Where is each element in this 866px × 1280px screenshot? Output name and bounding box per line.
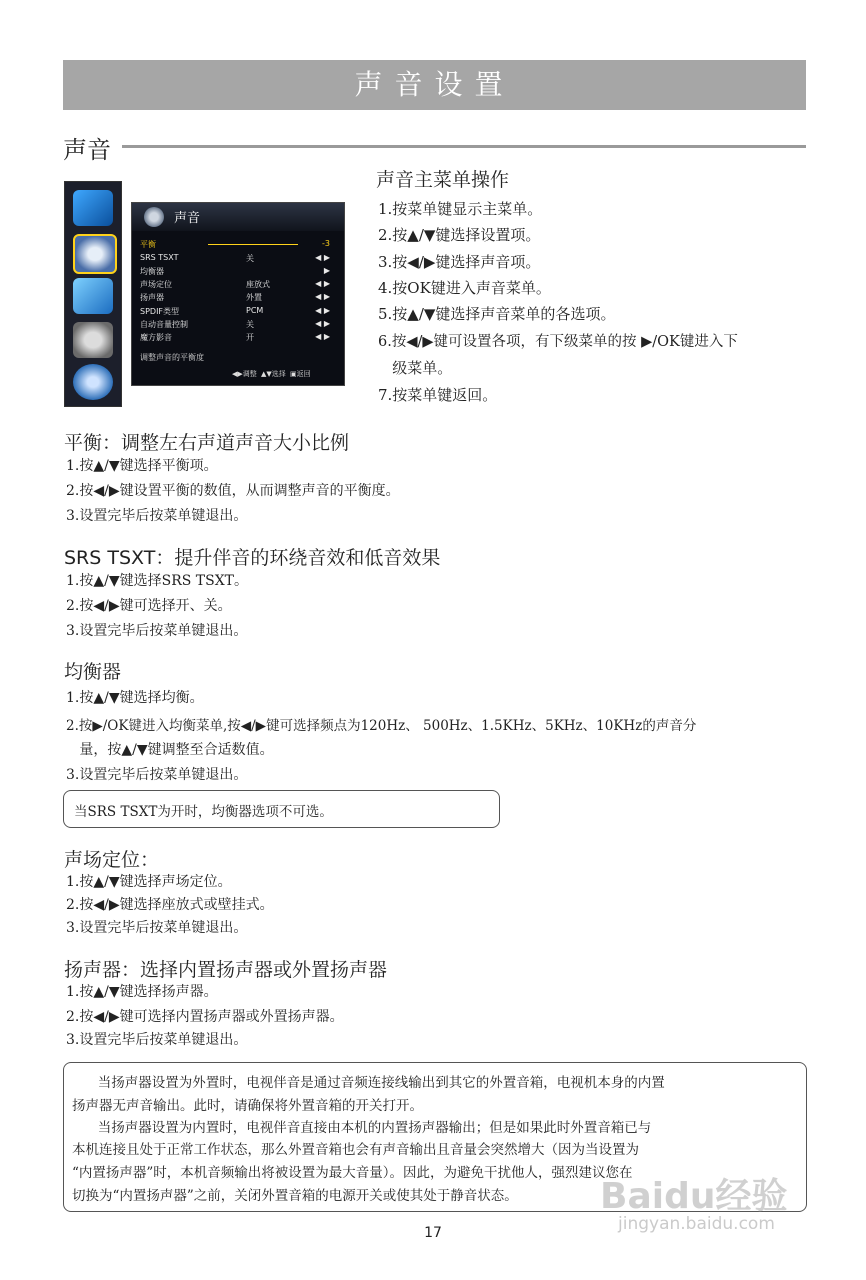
page-title-bar	[63, 60, 806, 110]
tv-menu-row: 魔方影音 开 ◀ ▶	[140, 332, 330, 342]
globe-icon	[73, 364, 113, 400]
equalizer-step: 2.按▶/OK键进入均衡菜单,按◀/▶键可选择频点为120Hz、 500Hz、1.5KHz、5KHz、10KHz的声音分	[66, 718, 697, 734]
soundfield-heading: 声场定位：	[64, 849, 160, 871]
tv-sound-menu-screen	[131, 202, 345, 386]
equalizer-step: 量，按▲/▼键调整至合适数值。	[66, 742, 274, 758]
baidu-watermark-url: jingyan.baidu.com	[618, 1214, 775, 1234]
equalizer-step: 3.设置完毕后按菜单键退出。	[66, 767, 248, 783]
tv-menu-icon-strip	[64, 181, 122, 407]
srs-heading: SRS TSXT：提升伴音的环绕音效和低音效果	[64, 547, 441, 569]
srs-step: 1.按▲/▼键选择SRS TSXT。	[66, 573, 249, 589]
picture-icon	[73, 190, 113, 226]
balance-step: 3.设置完毕后按菜单键退出。	[66, 508, 248, 524]
channel-icon	[73, 278, 113, 314]
baidu-watermark: Baidu经验	[600, 1176, 788, 1217]
balance-step: 1.按▲/▼键选择平衡项。	[66, 458, 218, 474]
tv-menu-row: 声场定位 座放式 ◀ ▶	[140, 279, 330, 289]
speaker-step: 3.设置完毕后按菜单键退出。	[66, 1032, 248, 1048]
main-menu-step: 4.按OK键进入声音菜单。	[378, 279, 551, 297]
speaker-note-line: “内置扬声器”时，本机音频输出将被设置为最大音量）。因此，为避免干扰他人，强烈建议您在	[72, 1165, 633, 1181]
equalizer-note-box	[63, 790, 500, 828]
tv-menu-title: 声音	[174, 211, 201, 226]
tv-menu-row: SPDIF类型 PCM ◀ ▶	[140, 306, 330, 316]
speaker-step: 1.按▲/▼键选择扬声器。	[66, 984, 218, 1000]
soundfield-step: 3.设置完毕后按菜单键退出。	[66, 920, 248, 936]
speaker-note-line: 当扬声器设置为内置时，电视伴音直接由本机的内置扬声器输出；但是如果此时外置音箱已与	[72, 1120, 652, 1136]
speaker-heading: 扬声器：选择内置扬声器或外置扬声器	[64, 959, 388, 981]
tv-menu-row: 自动音量控制 关 ◀ ▶	[140, 319, 330, 329]
section-heading: 声音	[63, 136, 111, 164]
speaker-note-line: 本机连接且处于正常工作状态，那么外置音箱也会有声音输出且音量会突然增大（因为当设置为	[72, 1142, 639, 1158]
balance-step: 2.按◀/▶键设置平衡的数值，从而调整声音的平衡度。	[66, 483, 400, 499]
sound-icon	[73, 234, 117, 274]
srs-step: 2.按◀/▶键可选择开、关。	[66, 598, 232, 614]
main-menu-heading: 声音主菜单操作	[376, 169, 510, 191]
soundfield-step: 2.按◀/▶键选择座放式或壁挂式。	[66, 897, 274, 913]
main-menu-step: 6.按◀/▶键可设置各项，有下级菜单的按 ▶/OK键进入下	[378, 334, 738, 350]
main-menu-step: 5.按▲/▼键选择声音菜单的各选项。	[378, 305, 616, 323]
main-menu-step: 2.按▲/▼键选择设置项。	[378, 226, 541, 244]
main-menu-step: 7.按菜单键返回。	[378, 386, 498, 404]
page-number: 17	[424, 1225, 442, 1241]
tv-menu-row: SRS TSXT 关 ◀ ▶	[140, 253, 330, 263]
speaker-note-line: 扬声器无声音输出。此时，请确保将外置音箱的开关打开。	[72, 1098, 423, 1114]
srs-step: 3.设置完毕后按菜单键退出。	[66, 623, 248, 639]
main-menu-step: 级菜单。	[378, 359, 453, 377]
main-menu-step: 3.按◀/▶键选择声音项。	[378, 253, 541, 271]
main-menu-step: 1.按菜单键显示主菜单。	[378, 200, 543, 218]
equalizer-note: 当SRS TSXT为开时，均衡器选项不可选。	[74, 804, 333, 820]
balance-heading: 平衡：调整左右声道声音大小比例	[64, 432, 350, 454]
tv-menu-footer-hints: ◀▶调整 ▲▼选择 ▣返回	[232, 370, 311, 378]
speaker-note-line: 切换为“内置扬声器”之前，关闭外置音箱的电源开关或使其处于静音状态。	[72, 1188, 518, 1204]
equalizer-step: 1.按▲/▼键选择均衡。	[66, 690, 204, 706]
soundfield-step: 1.按▲/▼键选择声场定位。	[66, 874, 232, 890]
tv-menu-description: 调整声音的平衡度	[140, 353, 204, 362]
tv-menu-header	[132, 203, 344, 231]
speaker-note-line: 当扬声器设置为外置时，电视伴音是通过音频连接线输出到其它的外置音箱，电视机本身的内置	[72, 1075, 665, 1091]
balance-slider	[208, 244, 298, 245]
section-divider	[122, 145, 806, 148]
settings-gear-icon	[73, 322, 113, 358]
equalizer-heading: 均衡器	[64, 661, 122, 683]
tv-menu-row: 均衡器 ▶	[140, 266, 330, 276]
page-title: 声音设置	[354, 68, 515, 101]
speaker-icon	[144, 207, 164, 227]
speaker-step: 2.按◀/▶键可选择内置扬声器或外置扬声器。	[66, 1009, 344, 1025]
tv-menu-row-balance: 平衡 -3	[140, 239, 330, 249]
tv-menu-row: 扬声器 外置 ◀ ▶	[140, 292, 330, 302]
